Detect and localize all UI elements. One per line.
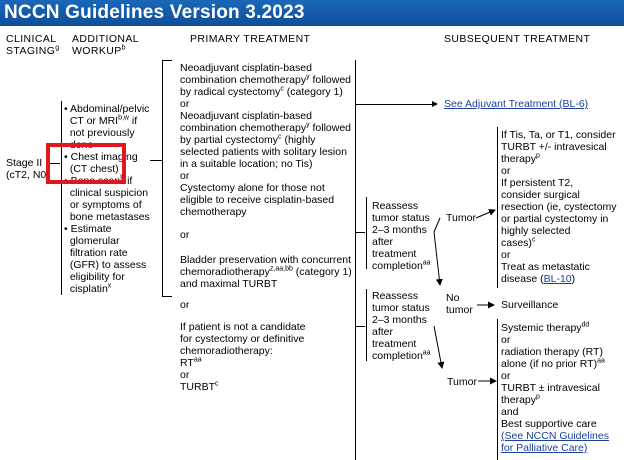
primary-block-bladder-preservation: Bladder preservation with concurrent chemoradiotherapy$^{z,aa,bb}$ (category 1) and maximal TURBT	[180, 254, 352, 290]
outcome-tumor-2: Tumor	[447, 376, 477, 388]
adjuvant-treatment-link[interactable]: See Adjuvant Treatment (BL-6)	[444, 98, 589, 110]
workup-item-chest-imaging: • Chest imaging (CT chest)	[64, 151, 138, 175]
subsequent-bracket-2	[497, 319, 498, 460]
primary-block-not-candidate: If patient is not a candidate for cystectomy or definitive chemoradiotherapy: $RT^{aa}$ or TURBT$^c$	[180, 321, 306, 393]
arrow-tumor-to-subsequent	[476, 210, 495, 218]
reassess-block-2: Reassess tumor status 2–3 months after treatment completion$^{aa}$	[372, 290, 431, 362]
header-clinical-staging: CLINICAL STAGING$^g$	[6, 33, 60, 57]
header-subsequent-treatment: SUBSEQUENT TREATMENT	[444, 33, 591, 45]
header-additional-workup: ADDITIONAL WORKUP$^b$	[72, 33, 140, 57]
workup-item-gfr: • Estimate glomerular filtration rate (GFR) to assess eligibility for cisplatin$^x$	[64, 223, 147, 295]
header-primary-treatment: PRIMARY TREATMENT	[190, 33, 311, 45]
subsequent-bracket-1	[497, 127, 498, 288]
outcome-no-tumor: No tumor	[446, 292, 473, 316]
bl10-link[interactable]: BL-10	[543, 273, 572, 285]
palliative-care-link-2[interactable]: for Palliative Care)	[501, 442, 588, 454]
palliative-care-link-1[interactable]: (See NCCN Guidelines	[501, 430, 609, 442]
primary-block-neoadjuvant-radical: Neoadjuvant cisplatin-based combination chemotherapy$^y$ followed by radical cystectomy$^c$ (category 1) or Neoadjuvant cisplatin-based combination chemotherapy$^y$ followed by partial cystectomy$^c$ (highly selected patients with solitary lesion in a suitable location; no Tis) or Cystectomy alone for those not eligible to receive cisplatin-based chemotherapy	[180, 62, 352, 218]
primary-or-2: or	[180, 299, 190, 311]
stage-label: Stage II (cT2, N0)	[6, 157, 50, 181]
page-title: NCCN Guidelines Version 3.2023	[4, 2, 305, 23]
workup-item-abdominal: • Abdominal/pelvic CT or MRI$^{b,w}$ if not previously done	[64, 103, 150, 151]
outcome-tumor-1: Tumor	[446, 212, 476, 224]
surveillance-label: Surveillance	[501, 299, 559, 311]
subsequent-tumor2-block: Systemic therapy$^{dd}$ or radiation therapy (RT) alone (if no prior RT)$^{aa}$ or TURBT ± intravesical therapy$^p$ and Best supportive care (See NCCN Guidelines for Palliative Care)	[501, 321, 609, 454]
arrow-to-no-tumor	[434, 232, 440, 285]
workup-item-bone-scan: • Bone scan$^b$ if clinical suspicion or symptoms of bone metastases	[64, 174, 150, 223]
arrow-to-tumor-2	[434, 326, 442, 368]
subsequent-tumor-block: If Tis, Ta, or T1, consider TURBT +/- intravesical therapy$^p$ or If persistent T2, consider surgical resection (ie, cystectomy or partial cystectomy in highly selected cases)$^c$ or Treat as metastatic disease (BL-10)	[501, 129, 617, 285]
reassess-block-1: Reassess tumor status 2–3 months after treatment completion$^{aa}$	[372, 200, 431, 272]
arrow-to-tumor-1	[434, 218, 440, 232]
primary-or-1: or	[180, 229, 190, 241]
